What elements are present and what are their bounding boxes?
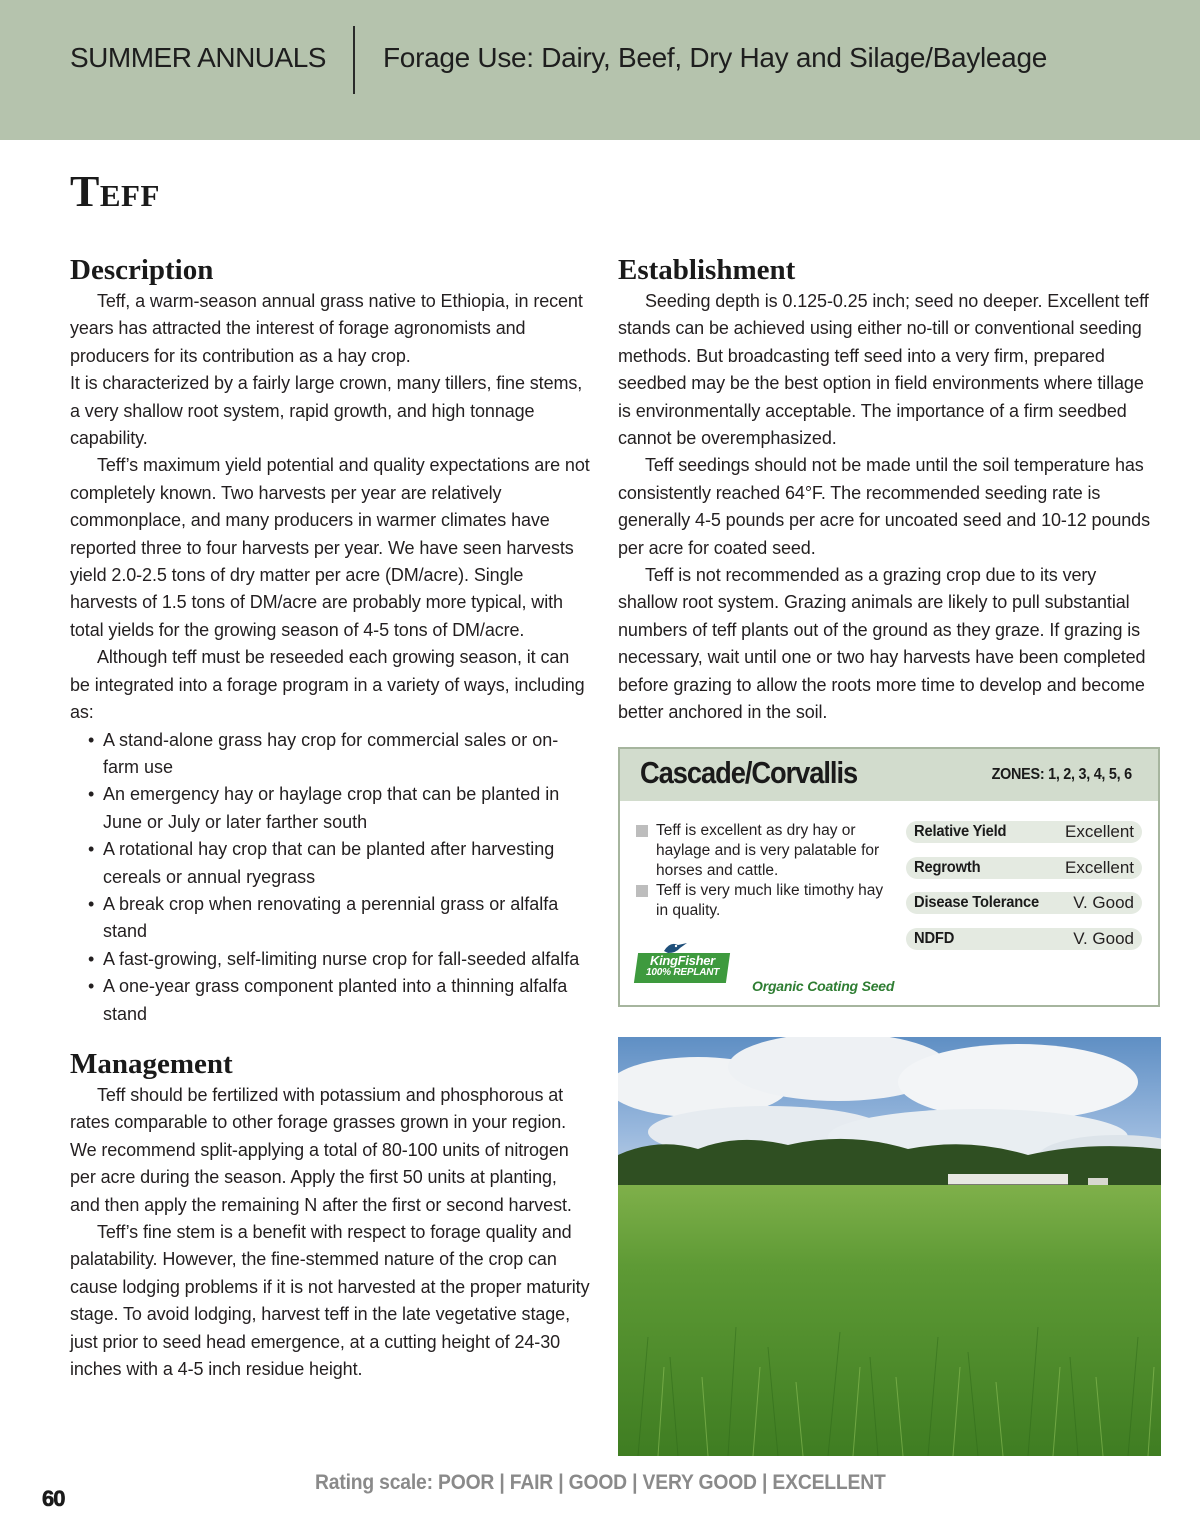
variety-notes (636, 821, 896, 921)
right-column (618, 254, 1158, 727)
rating-value: Excellent (1065, 857, 1134, 877)
page-number: 60 (42, 1486, 65, 1511)
square-bullet-icon (636, 885, 648, 897)
rating-value: V. Good (1073, 893, 1134, 912)
rating-label: NDFD (914, 929, 955, 947)
rating-label: Disease Tolerance (914, 894, 1040, 911)
rating-label: Relative Yield (914, 823, 1007, 840)
rating-row (906, 892, 1142, 914)
establishment-heading: Establishment (618, 254, 796, 286)
left-column (70, 254, 590, 1383)
teff-field-photo (618, 1037, 1161, 1456)
field-illustration (618, 1037, 1161, 1456)
description-paragraph-1: Teff, a warm-season annual grass native to Ethiopia, in recent years has attracted the interest of forage agronomists and producers for its contribution as a hay crop. (70, 291, 583, 366)
description-paragraph-1b: It is characterized by a fairly large crown, many tillers, fine stems, a very shallow root system, rapid growth, and high tonnage capability. (70, 373, 583, 449)
header-divider (353, 26, 355, 94)
establishment-paragraph-1: Seeding depth is 0.125-0.25 inch; seed no deeper. Excellent teff stands can be achieved using either no-till or conventional seeding methods. But broadcasting teff seed into a very firm, prepared seedbed may be the best option in field environments where tillage is environmentally acceptable. The importance of a firm seedbed cannot be overemphasized. (618, 291, 1149, 449)
list-item: • A fast-growing, self-limiting nurse crop for fall-seeded alfalfa (88, 948, 580, 969)
list-item: • A break crop when renovating a perennial grass or alfalfa stand (88, 893, 559, 942)
list-item: • A one-year grass component planted into a thinning alfalfa stand (88, 976, 568, 1024)
square-bullet-icon (636, 825, 648, 837)
description-paragraph-2: Teff’s maximum yield potential and quality expectations are not completely known. Two harvests per year are relatively commonplace, and many producers in warmer climates have reported three to four harvests per year. We have seen harvests yield 2.0-2.5 tons of dry matter per acre (DM/acre). Single harvests of 1.5 tons of DM/acre are probably more typical, with total yields for the growing season of 4-5 tons of DM/acre. (70, 455, 590, 640)
rating-value: V. Good (1073, 928, 1134, 948)
uses-list (88, 727, 590, 1028)
management-paragraph-2: Teff’s fine stem is a benefit with respect to forage quality and palatability. However, the fine-stemmed nature of the crop can cause lodging problems if it is not harvested at the proper maturity stage. To avoid lodging, harvest teff in the late vegetative stage, just prior to seed head emergence, at a cutting height of 24-30 inches with a 4-5 inch residue height. (70, 1222, 590, 1380)
header-band (0, 0, 1200, 140)
page-title: Teff (70, 167, 160, 216)
list-item: • A stand-alone grass hay crop for commercial sales or on-farm use (88, 729, 559, 777)
list-item: • An emergency hay or haylage crop that can be planted in June or July or later farther south (88, 784, 560, 832)
variety-note: Teff is excellent as dry hay or haylage and is very palatable for horses and cattle. (636, 821, 896, 881)
rating-value: Excellent (1065, 822, 1134, 841)
coating-label: Organic Coating Seed (752, 978, 895, 994)
variety-card-header (620, 749, 1158, 801)
rating-scale: Rating scale: POOR | FAIR | GOOD | VERY GOOD | EXCELLENT (315, 1471, 886, 1494)
establishment-paragraph-3: Teff is not recommended as a grazing crop due to its very shallow root system. Grazing animals are likely to pull substantial numbers of teff plants out of the ground as they graze. If grazing is necessary, wait until one or two hay harvests have been completed before grazing to allow the roots more time to develop and become better anchored in the soil. (618, 565, 1146, 723)
management-paragraph-1: Teff should be fertilized with potassium and phosphorous at rates comparable to other forage grasses grown in your region. We recommend split-applying a total of 80-100 units of nitrogen per acre during the season. Apply the first 50 units at planting, and then apply the remaining N after the first or second harvest. (70, 1084, 572, 1215)
forage-use-label: Forage Use: Dairy, Beef, Dry Hay and Silage/Bayleage (383, 42, 1047, 73)
variety-name: Cascade/Corvallis (640, 755, 858, 790)
rating-label: Regrowth (914, 858, 981, 876)
description-heading: Description (70, 254, 214, 286)
rating-row (906, 928, 1142, 950)
description-paragraph-3: Although teff must be reseeded each growing season, it can be integrated into a forage program in a variety of ways, including as: (70, 647, 585, 723)
management-section (70, 1048, 590, 1383)
category-label: SUMMER ANNUALS (70, 42, 326, 73)
establishment-paragraph-2: Teff seedings should not be made until the soil temperature has consistently reached 64°F. The recommended seeding rate is generally 4-5 pounds per acre for uncoated seed and 10-12 pounds per acre for coated seed. (618, 455, 1150, 558)
management-heading: Management (70, 1047, 233, 1080)
rating-row (906, 821, 1142, 843)
logo-tagline: 100% REPLANT (646, 967, 720, 978)
list-item: • A rotational hay crop that can be planted after harvesting cereals or annual ryegrass (88, 839, 555, 887)
variety-zones: ZONES: 1, 2, 3, 4, 5, 6 (991, 766, 1132, 783)
kingfisher-logo (636, 939, 732, 993)
rating-row (906, 857, 1142, 879)
variety-card (618, 747, 1160, 1007)
logo-brand: KingFisher (650, 953, 715, 968)
variety-ratings (906, 821, 1142, 963)
variety-note: Teff is very much like timothy hay in quality. (636, 881, 896, 921)
